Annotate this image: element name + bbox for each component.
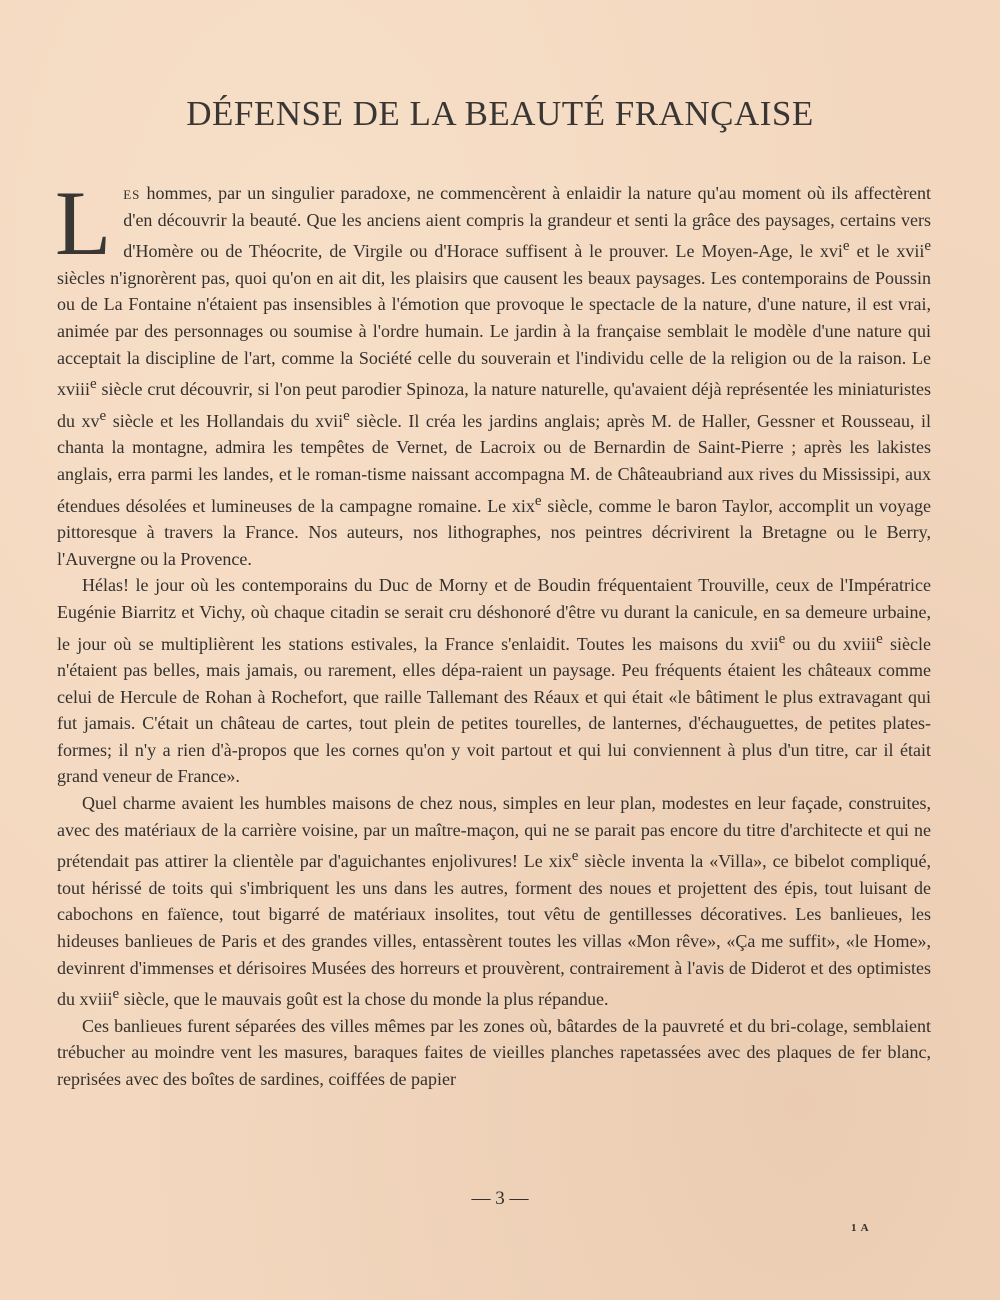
paragraph-1-text: hommes, par un singulier paradoxe, ne commencèrent à enlaidir la nature qu'au moment où ils affectèrent d'en découvrir la beauté. Que les anciens aient compris la grandeur et senti la grâce des paysages, certains vers d'Homère ou de Théocrite, de Virgile ou d'Horace suffisent à le prouver. Le Moyen-Age, le xvi$^e$ et le xvii$^e$ siècles n'ignorèrent pas, quoi qu'on en ait dit, les plaisirs que causent les beaux paysages. Les contemporains de Poussin ou de La Fontaine n'étaient pas insensibles à l'émotion que provoque le spectacle de la nature, d'une nature, il est vrai, animée par des personnages ou soumise à l'ordre humain. Le jardin à la française semblait le modèle d'une nature qui acceptait la discipline de l'art, comme la Société celle du souverain et l'individu celle de la religion ou de la raison. Le xviii$^e$ siècle crut découvrir, si l'on peut parodier Spinoza, la nature naturelle, qu'avaient déjà représentée les miniaturistes du $xv^e$ siècle et les Hollandais du xvii$^e$ siècle. Il créa les jardins anglais; après M. de Haller, Gessner et Rousseau, il chanta la montagne, admira les tempêtes de Vernet, de Lacroix ou de Bernardin de Saint-Pierre ; après les lakistes anglais, erra parmi les landes, et le roman-tisme naissant accompagna M. de Châteaubriand aux rives du Mississipi, aux étendues désolées et lumineuses de la campagne romaine. Le xix$^e$ siècle, comme le baron Taylor, accomplit un voyage pittoresque à travers la France. Nos auteurs, nos lithographes, nos peintres décrivirent la Bretagne ou le Berry, l'Auvergne ou la Provence. xyxy=(57,183,932,569)
paragraph-2: Hélas! le jour où les contemporains du Duc de Morny et de Boudin fréquentaient Trouville, ceux de l'Impératrice Eugénie Biarritz et Vichy, où chaque citadin se serait cru déshonoré d'être vu durant la canicule, en sa demeure urbaine, le jour où se multiplièrent les stations estivales, la France s'enlaidit. Toutes les maisons du xvii$^e$ ou du xviii$^e$ siècle n'étaient pas belles, mais jamais, ou rarement, elles dépa-raient un paysage. Peu fréquents étaient les châteaux comme celui de Hercule de Rohan à Rochefort, que raille Tallemant des Réaux et qui était «le bâtiment le plus extravagant qui fut jamais. C'était un château de cartes, tout plein de petites tourelles, de lanternes, d'échauguettes, de petites plates-formes; il n'y a rien d'à-propos que les cornes qu'on y voit partout et qui lui conviennent à plus d'un titre, car il était grand veneur de France». xyxy=(57,575,931,787)
drop-cap: L xyxy=(55,172,112,274)
paragraph-3: Quel charme avaient les humbles maisons de chez nous, simples en leur plan, modestes en leur façade, construites, avec des matériaux de la carrière voisine, par un maître-maçon, qui ne se parait pas encore du titre d'architecte et qui ne prétendait pas attirer la clientèle par d'aguichantes enjolivures! Le xix$^e$ siècle inventa la «Villa», ce bibelot compliqué, tout hérissé de toits qui s'imbriquent les uns dans les autres, forment des noues et projettent des épis, tout luisant de cabochons en faïence, tout bigarré de matériaux insolites, tout vêtu de gentillesses décoratives. Les banlieues, les hideuses banlieues de Paris et des grandes villes, entassèrent toutes les villas «Mon rêve», «Ça me suffit», «le Home», devinrent d'immenses et dérisoires Musées des horreurs et prouvèrent, contrairement à l'avis de Diderot et des optimistes du xviii$^e$ siècle, que le mauvais goût est la chose du monde la plus répandue. xyxy=(57,793,932,1010)
lead-word: es xyxy=(123,183,141,203)
page-title: DÉFENSE DE LA BEAUTÉ FRANÇAISE xyxy=(186,94,814,133)
paragraph-4: Ces banlieues furent séparées des villes mêmes par les zones où, bâtardes de la pauvreté et du bri-colage, semblaient trébucher au moindre vent les masures, baraques faites de vieilles planches rapetassées avec des plaques de fer blanc, reprisées avec des boîtes de sardines, coiffées de papier xyxy=(57,1015,931,1089)
page-number: — 3 — xyxy=(471,1188,529,1209)
body-text xyxy=(55,172,932,1093)
printer-signature-mark: 1 A xyxy=(851,1222,870,1234)
paragraph-1 xyxy=(55,172,932,572)
